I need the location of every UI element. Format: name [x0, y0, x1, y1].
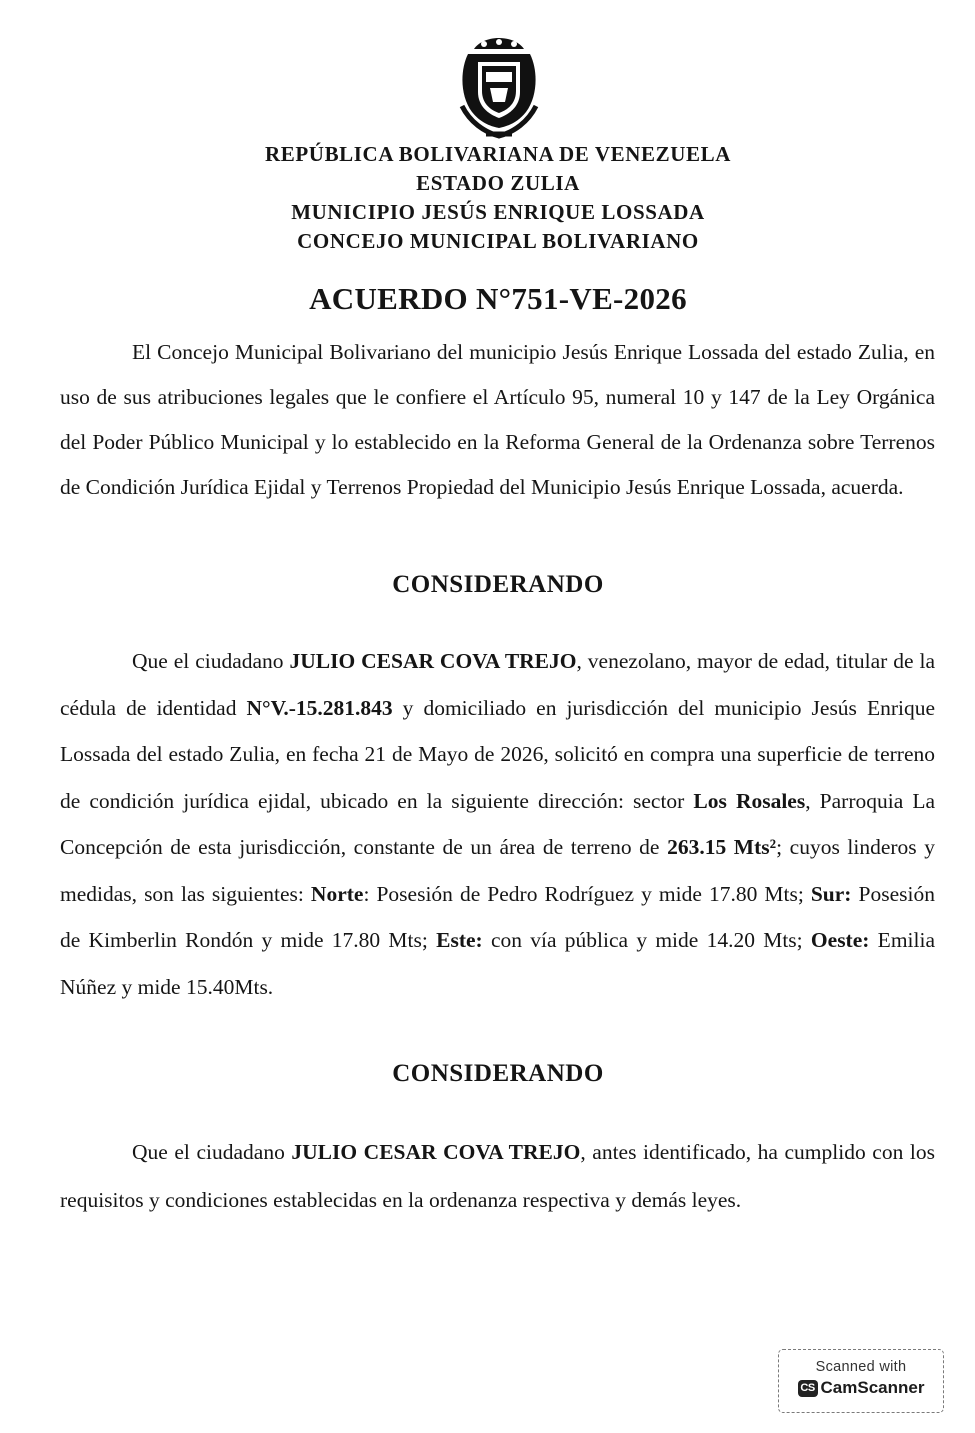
text-segment: , antes identificado, ha cumplido con los requisitos y condiciones establecidas en la ordenanza respectiva y demás leyes. [60, 1140, 936, 1212]
preamble-paragraph [60, 330, 935, 510]
boundary-east-text: con vía pública y mide 14.20 Mts; [482, 928, 811, 952]
boundary-west-text: Emilia Núñez y mide 15.40Mts. [60, 928, 935, 999]
considerando-heading-1: CONSIDERANDO [392, 571, 604, 598]
citizen-name: JULIO CESAR COVA TREJO [291, 1140, 581, 1164]
agreement-title: ACUERDO N°751-VE-2026 [309, 281, 687, 316]
boundary-north-text: : Posesión de Pedro Rodríguez y mide 17.80 Mts; [363, 881, 811, 906]
letterhead-state: ESTADO ZULIA [416, 171, 580, 195]
boundary-east-label: Este: [436, 928, 483, 952]
preamble-text: El Concejo Municipal Bolivariano del municipio Jesús Enrique Lossada del estado Zulia, en uso de sus atribuciones legales que le confiere el Artículo 95, numeral 10 y 147 de la Ley Orgánica del Poder Público Municipal y lo establecido en la Reforma General de la Ordenanza sobre Terrenos de Condición Jurídica Ejidal y Terrenos Propiedad del Municipio Jesús Enrique Lossada, acuerda. [60, 340, 935, 499]
watermark-brand: CamScanner [820, 1378, 925, 1397]
id-number: N°V.-15.281.843 [246, 695, 393, 720]
text-segment: Que el ciudadano [132, 1140, 292, 1164]
camscanner-watermark [778, 1349, 944, 1413]
text-segment: ; cuyos linderos y medidas, son las siguientes: [60, 835, 936, 906]
text-segment: y domiciliado en jurisdicción del municipio Jesús Enrique Lossada del estado Zulia, en fecha 21 de Mayo de 2026, solicitó en compra una superficie de terreno de condición jurídica ejidal, ubicado en la siguiente dirección: sector [60, 695, 936, 813]
considerando-paragraph-2 [60, 1128, 935, 1224]
letterhead-municipality: MUNICIPIO JESÚS ENRIQUE LOSSADA [291, 200, 705, 224]
sector-name: Los Rosales [693, 788, 806, 813]
text-segment: , venezolano, mayor de edad, titular de la cédula de identidad [60, 649, 935, 720]
boundary-north-label: Norte [310, 881, 364, 906]
text-segment: , Parroquia La Concepción de esta jurisdicción, constante de un área de terreno de [60, 788, 936, 859]
watermark-brand-row [779, 1378, 943, 1398]
coat-of-arms-seal-icon [456, 36, 542, 140]
letterhead [200, 140, 796, 256]
letterhead-council: CONCEJO MUNICIPAL BOLIVARIANO [297, 229, 699, 253]
considerando-paragraph-1 [60, 638, 935, 1010]
watermark-caption: Scanned with [815, 1359, 907, 1375]
boundary-south-text: Posesión de Kimberlin Rondón y mide 17.80 Mts; [60, 881, 935, 952]
camscanner-logo-icon: CS [798, 1380, 818, 1397]
text-segment: Que el ciudadano [132, 649, 290, 673]
letterhead-republic: REPÚBLICA BOLIVARIANA DE VENEZUELA [265, 142, 731, 166]
citizen-name: JULIO CESAR COVA TREJO [289, 649, 577, 673]
boundary-west-label: Oeste: [810, 928, 870, 952]
considerando-heading-2: CONSIDERANDO [392, 1060, 604, 1087]
land-area: 263.15 Mts² [667, 835, 777, 859]
boundary-south-label: Sur: [810, 881, 852, 906]
